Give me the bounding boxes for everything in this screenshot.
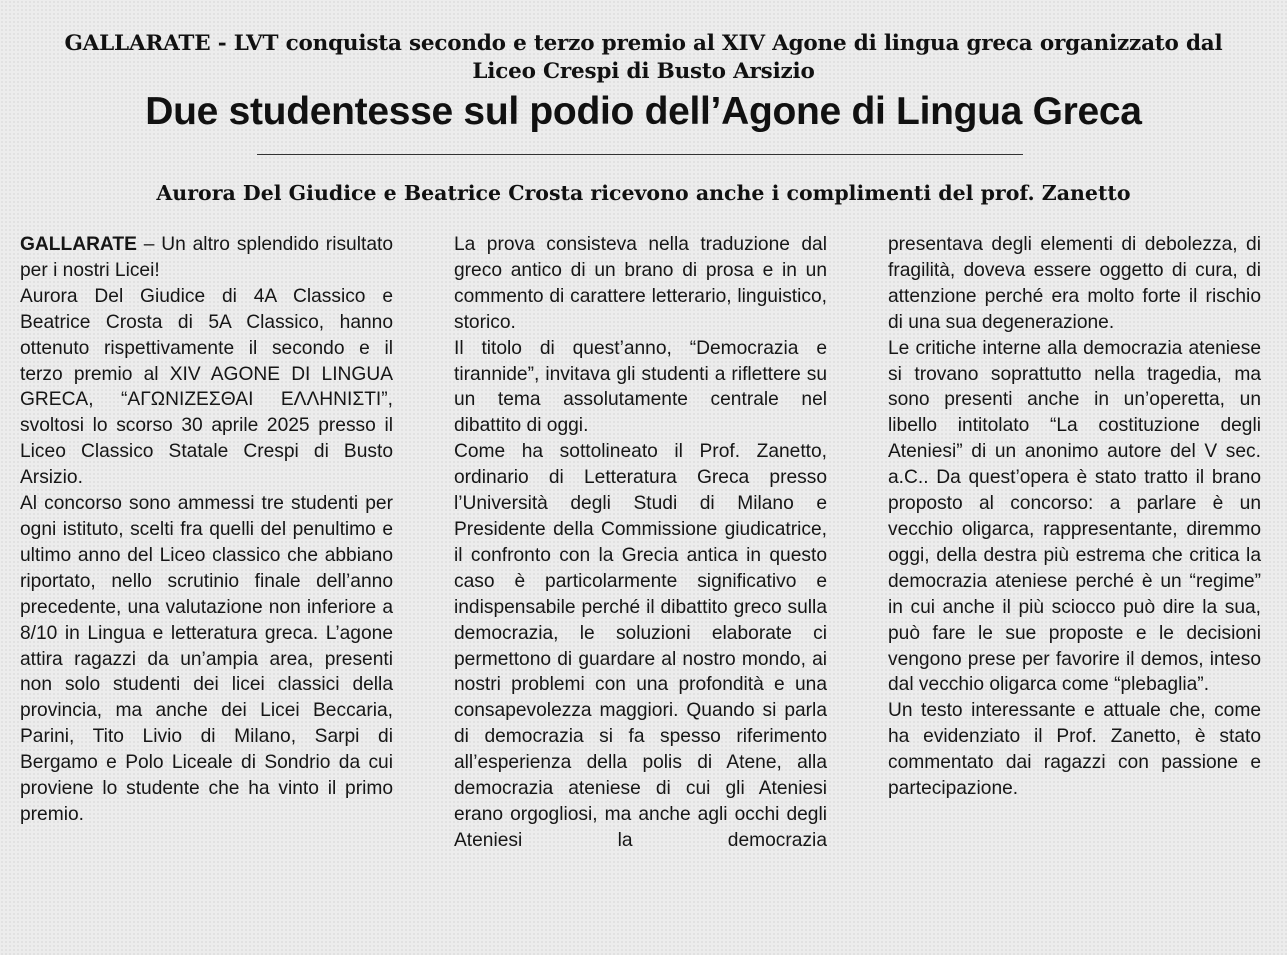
headline: Due studentesse sul podio dell’Agone di Lingua Greca: [145, 90, 1142, 133]
paragraph-text: – Un altro splendido risultato per i nostri Licei!: [20, 234, 393, 281]
paragraph: La prova consisteva nella traduzione dal greco antico di un brano di prosa e in un commento di carattere letterario, linguistico, storico.: [454, 234, 827, 333]
paragraph: presentava degli elementi di debolezza, di fragilità, doveva essere oggetto di cura, di attenzione perché era molto forte il rischio di una sua degenerazione.: [888, 234, 1261, 333]
paragraph: Il titolo di quest’anno, “Democrazia e tirannide”, invitava gli studenti a riflettere su un tema assolutamente centrale nel dibattito di oggi.: [454, 337, 827, 437]
article-column-3: [888, 232, 1261, 802]
paragraph: Aurora Del Giudice di 4A Classico e Beatrice Crosta di 5A Classico, hanno ottenuto rispettivamente il secondo e il terzo premio al XIV AGONE DI LINGUA GRECA, “ΑΓΩΝΙΖΕΣΘΑΙ ΕΛΛΗΝΙΣΤΙ”, svoltosi lo scorso 30 aprile 2025 presso il Liceo Classico Statale Crespi di Busto Arsizio.: [20, 285, 393, 489]
paragraph: Come ha sottolineato il Prof. Zanetto, ordinario di Letteratura Greca presso l’Università degli Studi di Milano e Presidente della Commissione giudicatrice, il confronto con la Grecia antica in questo caso è particolarmente significativo e indispensabile perché il dibattito greco sulla democrazia, le soluzioni elaborate ci permettono di guardare al nostro mondo, ai nostri problemi con una profondità e una consapevolezza maggiori. Quando si parla di democrazia si fa spesso riferimento all’esperienza della polis di Atene, alla democrazia ateniese di cui gli Ateniesi erano orgogliosi, ma anche agli occhi degli Ateniesi la democrazia: [454, 441, 827, 851]
kicker-line-2: Liceo Crespi di Busto Arsizio: [472, 59, 815, 84]
subheadline: Aurora Del Giudice e Beatrice Crosta ricevono anche i complimenti del prof. Zanetto: [156, 181, 1131, 205]
kicker-line-1: GALLARATE - LVT conquista secondo e terzo premio al XIV Agone di lingua greca organizzato dal: [64, 31, 1223, 56]
article-column-2: [454, 232, 827, 854]
paragraph: [20, 232, 393, 284]
headline-divider: [257, 154, 1023, 155]
article-column-1: [20, 232, 393, 828]
kicker: [0, 30, 1287, 86]
paragraph: Al concorso sono ammessi tre studenti per ogni istituto, scelti fra quelli del penultimo e ultimo anno del Liceo classico che abbiano riportato, nello scrutinio finale dell’anno precedente, una valutazione non inferiore a 8/10 in Lingua e letteratura greca. L’agone attira ragazzi da un’ampia area, presenti non solo studenti dei licei classici della provincia, ma anche dei Licei Beccaria, Parini, Tito Livio di Milano, Sarpi di Bergamo e Polo Liceale di Sondrio da cui proviene lo studente che ha vinto il primo premio.: [20, 493, 393, 825]
dateline: GALLARATE: [20, 234, 137, 255]
paragraph: Le critiche interne alla democrazia ateniese si trovano soprattutto nella tragedia, ma sono presenti anche in un’operetta, un libello intitolato “La costituzione degli Ateniesi” di un anonimo autore del V sec. a.C.. Da quest’opera è stato tratto il brano proposto al concorso: a parlare è un vecchio oligarca, rappresentante, diremmo oggi, della destra più estrema che critica la democrazia ateniese perché è un “regime” in cui anche il più sciocco può dire la sua, può fare le sue proposte e le decisioni vengono prese per favorire il demos, inteso dal vecchio oligarca come “plebaglia”.: [888, 337, 1261, 696]
paragraph: Un testo interessante e attuale che, come ha evidenziato il Prof. Zanetto, è stato commentato dai ragazzi con passione e partecipazione.: [888, 700, 1261, 800]
